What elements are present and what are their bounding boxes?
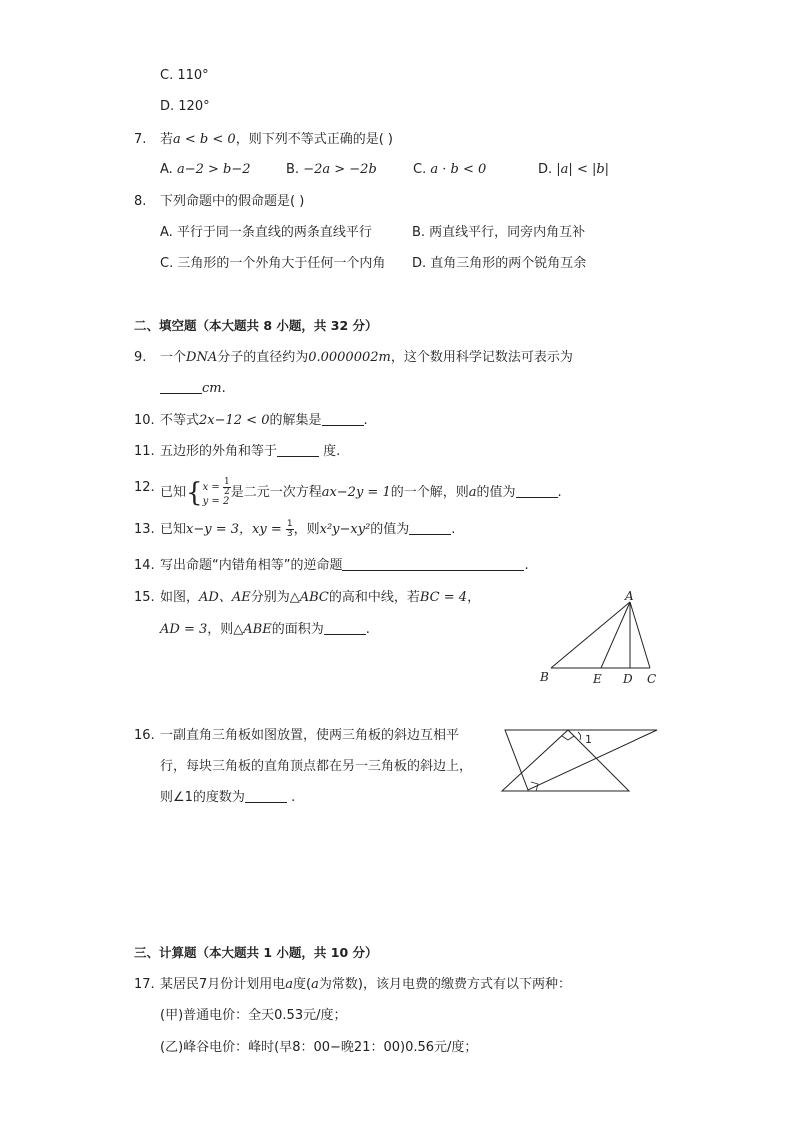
q7-option-a bbox=[160, 160, 251, 180]
q16-angle-label-1: 1 bbox=[585, 733, 592, 746]
q16-set-squares-figure bbox=[498, 724, 662, 796]
q17-math-a: a bbox=[285, 977, 294, 992]
q13-math-b: x²y−xy² bbox=[319, 522, 371, 537]
q11-answer-blank[interactable] bbox=[277, 442, 319, 457]
q15-math-a: AD、AE bbox=[199, 590, 251, 605]
q17-line-3: (乙)峰谷电价：峰时(早8：00−晚21：00)0.56元/度； bbox=[160, 1040, 478, 1055]
q15-side-ac bbox=[630, 602, 650, 668]
q12-text-c: 的一个解，则 bbox=[390, 485, 469, 500]
q16-triangle-lower bbox=[502, 730, 629, 791]
q12-text-b: 是二元一次方程 bbox=[230, 485, 322, 500]
q12-equation-system bbox=[203, 478, 231, 507]
q16-triangle-upper bbox=[505, 730, 657, 790]
q13-text-c: 的值为 bbox=[370, 522, 410, 537]
q15-number: 15. bbox=[134, 590, 155, 605]
q15-line-2 bbox=[160, 620, 370, 640]
q15-label-c: C bbox=[647, 672, 657, 686]
q15-label-d: D bbox=[623, 672, 633, 686]
q9-math-a: DNA bbox=[186, 350, 218, 365]
q7-option-c-math: a · b < 0 bbox=[430, 162, 487, 177]
q7-stem bbox=[160, 130, 393, 150]
q10-text-b: 的解集是 bbox=[269, 413, 322, 428]
q15-label-e: E bbox=[593, 672, 602, 686]
q16-angle-1-arc bbox=[578, 732, 581, 740]
section-fill-in-title: 二、填空题（本大题共 8 小题，共 32 分） bbox=[134, 318, 378, 333]
q10-number: 10. bbox=[134, 413, 155, 428]
q11-text bbox=[160, 442, 340, 462]
q12-text bbox=[160, 478, 562, 507]
q15-text-b: 分别为 bbox=[250, 590, 290, 605]
q14-end: . bbox=[524, 558, 529, 573]
q12-number: 12. bbox=[134, 480, 155, 495]
q12-math: ax−2y = 1 bbox=[321, 485, 391, 500]
q8-stem: 下列命题中的假命题是( ) bbox=[160, 194, 305, 209]
q9-end: . bbox=[221, 381, 226, 396]
q7-option-d bbox=[538, 160, 609, 180]
q9-text bbox=[160, 348, 573, 368]
q14-answer-blank[interactable] bbox=[342, 556, 524, 571]
q10-text bbox=[160, 411, 368, 431]
q11-number: 11. bbox=[134, 444, 155, 459]
q16-end: . bbox=[286, 790, 296, 805]
q7-stem-text: 若 bbox=[160, 132, 174, 147]
q15-line-1 bbox=[160, 588, 480, 608]
q7-number: 7. bbox=[134, 132, 147, 147]
q16-answer-blank[interactable] bbox=[245, 788, 287, 803]
q12-math-b: a bbox=[468, 485, 477, 500]
q12-text-a: 已知 bbox=[160, 485, 187, 500]
q17-text-a: 某居民7月份计划用电 bbox=[160, 977, 286, 992]
q15-answer-blank[interactable] bbox=[324, 620, 366, 635]
q7-option-d-math: |a| < |b| bbox=[556, 162, 610, 177]
q15-label-a: A bbox=[625, 589, 634, 603]
q12-end: . bbox=[557, 485, 562, 500]
q15-median-ae bbox=[601, 602, 630, 668]
q7-option-a-math: a−2 > b−2 bbox=[176, 162, 251, 177]
q9-text-a: 一个 bbox=[160, 350, 187, 365]
q13-text-a: 已知 bbox=[160, 522, 187, 537]
q12-fraction bbox=[223, 478, 231, 497]
q13-answer-blank[interactable] bbox=[409, 520, 451, 535]
q12-sys-top: x = bbox=[202, 482, 223, 493]
q11-text-b: 度. bbox=[319, 444, 341, 459]
q14-number: 14. bbox=[134, 558, 155, 573]
q12-frac-num: 1 bbox=[223, 477, 230, 487]
q12-text-d: 的值为 bbox=[476, 485, 516, 500]
q15-math-e: △ABE bbox=[233, 622, 272, 637]
q6-option-c: C. 110° bbox=[160, 68, 209, 83]
q9-text-b: 分子的直径约为 bbox=[217, 350, 309, 365]
q9-answer-line bbox=[160, 379, 226, 399]
q7-option-b-label: B. bbox=[286, 162, 300, 177]
q7-option-c-label: C. bbox=[413, 162, 427, 177]
q8-option-a: A. 平行于同一条直线的两条直线平行 bbox=[160, 225, 372, 240]
q8-number: 8. bbox=[134, 194, 147, 209]
q8-option-d: D. 直角三角形的两个锐角互余 bbox=[412, 256, 587, 271]
q7-option-c bbox=[413, 160, 486, 180]
q13-frac-den: 3 bbox=[286, 529, 293, 539]
q15-text-e: ，则 bbox=[207, 622, 234, 637]
q9-answer-blank[interactable] bbox=[160, 379, 202, 394]
q16-line-2: 行，每块三角板的直角顶点都在另一三角板的斜边上， bbox=[160, 759, 473, 774]
q16-line-3 bbox=[160, 788, 295, 808]
section-calculation-title: 三、计算题（本大题共 1 小题，共 10 分） bbox=[134, 945, 378, 960]
q13-frac-num: 1 bbox=[286, 519, 293, 529]
q10-text-a: 不等式 bbox=[160, 413, 200, 428]
q8-option-b: B. 两直线平行，同旁内角互补 bbox=[412, 225, 586, 240]
q15-math-c: BC = 4 bbox=[419, 590, 468, 605]
q6-option-d: D. 120° bbox=[160, 99, 210, 114]
q17-text-b: 度( bbox=[293, 977, 312, 992]
q9-unit: cm bbox=[202, 381, 222, 396]
q7-stem-text-2: ，则下列不等式正确的是( ) bbox=[235, 132, 393, 147]
q15-text-f: 的面积为 bbox=[271, 622, 324, 637]
q13-end: . bbox=[451, 522, 456, 537]
q16-right-angle-mark-top bbox=[562, 736, 574, 740]
q15-text-d: ， bbox=[467, 590, 481, 605]
q10-end: . bbox=[363, 413, 368, 428]
q13-text bbox=[160, 520, 455, 540]
q14-text-main: 写出命题“内错角相等”的逆命题 bbox=[160, 558, 343, 573]
q9-math-b: 0.0000002m bbox=[308, 350, 391, 365]
q12-sys-bottom: y = 2 bbox=[202, 496, 230, 507]
q14-text bbox=[160, 556, 529, 576]
q10-answer-blank[interactable] bbox=[322, 411, 364, 426]
q16-text-a: 则∠1的度数为 bbox=[160, 790, 245, 805]
q13-text-b: ，则 bbox=[293, 522, 320, 537]
q15-text-c: 的高和中线，若 bbox=[328, 590, 420, 605]
q7-option-a-label: A. bbox=[160, 162, 173, 177]
q12-frac-den: 2 bbox=[223, 487, 230, 497]
q13-number: 13. bbox=[134, 522, 155, 537]
q9-number: 9. bbox=[134, 350, 147, 365]
q10-math: 2x−12 < 0 bbox=[199, 413, 270, 428]
q15-end: . bbox=[365, 622, 370, 637]
q13-fraction bbox=[286, 520, 294, 539]
q16-line-1: 一副直角三角板如图放置，使两三角板的斜边互相平 bbox=[160, 728, 460, 743]
q11-text-a: 五边形的外角和等于 bbox=[160, 444, 278, 459]
q15-side-ab bbox=[551, 602, 630, 668]
q15-triangle-figure bbox=[530, 588, 670, 688]
q13-math-a: x−y = 3，xy = bbox=[186, 522, 286, 537]
q7-option-b-math: −2a > −2b bbox=[303, 162, 377, 177]
q15-math-d: AD = 3 bbox=[160, 622, 208, 637]
q7-stem-math: a < b < 0 bbox=[173, 132, 236, 147]
q12-brace: { bbox=[186, 477, 203, 508]
q16-number: 16. bbox=[134, 728, 155, 743]
q17-line-2: (甲)普通电价：全天0.53元/度； bbox=[160, 1008, 347, 1023]
q17-math-b: a bbox=[311, 977, 319, 992]
q15-math-b: △ABC bbox=[289, 590, 329, 605]
q9-text-c: ，这个数用科学记数法可表示为 bbox=[390, 350, 573, 365]
q17-line-1 bbox=[160, 975, 571, 995]
q7-option-d-label: D. bbox=[538, 162, 553, 177]
q15-label-b: B bbox=[540, 670, 549, 684]
q17-number: 17. bbox=[134, 977, 155, 992]
q8-option-c: C. 三角形的一个外角大于任何一个内角 bbox=[160, 256, 386, 271]
q12-answer-blank[interactable] bbox=[516, 483, 558, 498]
q7-option-b bbox=[286, 160, 377, 180]
q15-text-a: 如图， bbox=[160, 590, 200, 605]
q17-text-c: 为常数)，该月电费的缴费方式有以下两种： bbox=[318, 977, 571, 992]
